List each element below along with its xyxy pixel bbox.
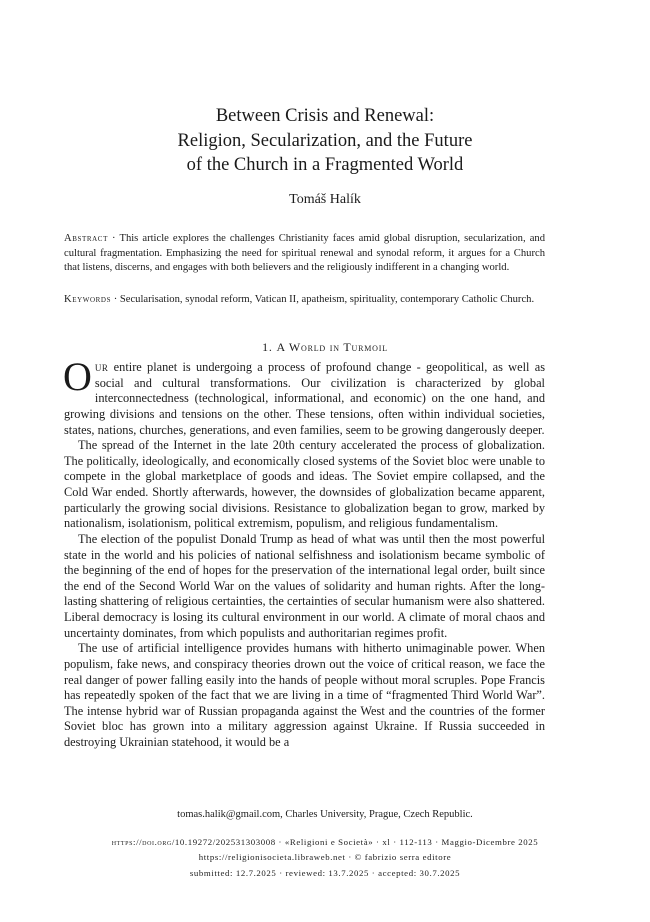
keywords (64, 293, 545, 308)
title-line: Between Crisis and Renewal: (215, 106, 435, 126)
abstract-separator: · (107, 233, 120, 244)
keywords-text: Secularisation, synodal reform, Vatican II, apatheism, spirituality, contemporary Catholic Church. (119, 294, 535, 305)
keywords-separator: · (111, 294, 120, 305)
title-line: of the Church in a Fragmented World (186, 155, 464, 175)
abstract-label: Abstract (64, 233, 108, 244)
body-text (63, 354, 545, 751)
author-footnote: tomas.halik@gmail.com, Charles University, Prague, Czech Republic. (177, 809, 473, 820)
author-name: Tomáš Halík (289, 192, 361, 207)
footer-website[interactable]: https://religionisocieta.libraweb.net · © fabrizio serra editore (198, 852, 452, 862)
journal-info: «Religioni e Società» · xl · 112-113 · Maggio-Dicembre 2025 (284, 837, 539, 847)
section-number: 1. (262, 340, 273, 354)
article-title (60, 104, 590, 178)
footer-citation: https://doi.org/10.19272/202531303008 · «Religioni e Società» · xl · 112-113 · Maggio-Dicembre 2025 (111, 837, 539, 847)
abstract (64, 232, 545, 276)
doi-link[interactable]: https://doi.org/10.19272/202531303008 (111, 837, 276, 847)
abstract-text: This article explores the challenges Christianity faces amid global disruption, secularization, and cultural fragmentation. Emphasizing the need for spiritual renewal and synodal reform, it argues for a Church that listens, discerns, and engages with both believers and the religiously indifferent in a changing world. (64, 233, 545, 274)
drop-cap: O (63, 354, 92, 399)
paragraph (63, 354, 545, 438)
lead-in-smallcaps: ur (94, 360, 109, 374)
paragraph: The spread of the Internet in the late 20th century accelerated the process of globalization. The politically, ideologically, and economically closed systems of the Soviet bloc were unable to compete in the global marketplace of goods and ideas. The Soviet empire collapsed, and the Cold War ended. Shortly afterwards, however, the downsides of globalization became apparent, particularly the growing social divisions. Resistance to globalization began to grow, marked by nationalism, isolationism, political extremism, populism, and religious fundamentalism. (64, 438, 545, 531)
title-line: Religion, Secularization, and the Future (177, 130, 473, 151)
keywords-label: Keywords (64, 294, 112, 305)
paragraph-text: entire planet is undergoing a process of profound change - geopolitical, as well as social and cultural transformations. Our civilization is characterized by global interconnectedness (technological, informational, and economic) on the one hand, and growing divisions and tensions on the other. These tensions, often within individual societies, states, nations, churches, generations, and even families, seem to be growing dangerously deeper. (64, 360, 545, 437)
paragraph: The election of the populist Donald Trump as head of what was until then the most powerful state in the world and his policies of national selfishness and isolationism became symbolic of the beginning of the end of hopes for the preservation of the international legal order, built since the end of the Second World War on the values of solidarity and human rights. After the long-lasting shattering of religious certainties, the certainties of secular humanism were also shattered. Liberal democracy is losing its cultural environment in our world. A climate of moral chaos and uncertainty dominates, from which populists and authoritarian regimes profit. (64, 531, 545, 640)
section-title: A World in Turmoil (276, 340, 388, 354)
paragraph: The use of artificial intelligence provides humans with hitherto unimaginable power. When populism, fake news, and conspiracy theories drown out the voice of critical reason, we face the real danger of power falling easily into the hands of people without moral scruples. Pope Francis has repeatedly spoken of the fact that we are living in a time of “fragmented Third World War”. The intense hybrid war of Russian propaganda against the West and the countries of the former Soviet bloc has grown into a military aggression against Ukraine. If Russia succeeded in destroying Ukrainian statehood, it would be a (64, 641, 545, 749)
footer-dates: submitted: 12.7.2025 · reviewed: 13.7.2025 · accepted: 30.7.2025 (189, 868, 461, 878)
section-heading (60, 340, 590, 355)
